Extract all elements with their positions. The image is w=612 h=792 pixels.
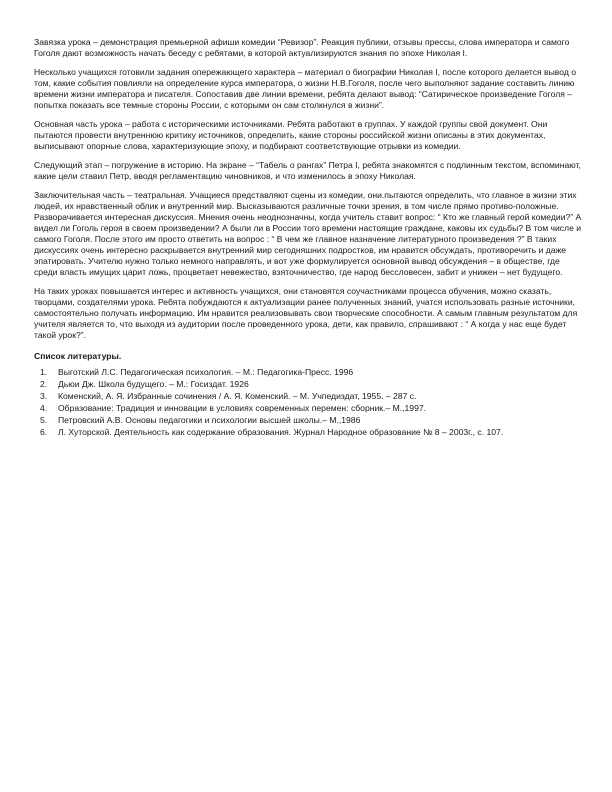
reference-number: 5. — [40, 415, 48, 425]
reference-text: Коменский, А. Я. Избранные сочинения / А. Я. Коменский. – М. Учпедиздат, 1955. – 287 с. — [58, 391, 417, 401]
reference-number: 1. — [40, 367, 48, 377]
reference-text: Л. Хуторской. Деятельность как содержание образования. Журнал Народное образование № 8 – 2003г., с. 107. — [58, 427, 504, 437]
reference-text: Выготский Л.С. Педагогическая психология. – М.: Педагогика-Пресс. 1996 — [58, 367, 354, 377]
reference-item — [34, 415, 582, 426]
paragraph-conclusion: На таких уроках повышается интерес и активность учащихся, они становятся соучастниками процесса обучения, можно сказать, творцами, создателями урока. Ребята побуждаются к актуализации ранее полученных знаний, учатся использовать разные источники, самостоятельно получать информацию. Им нравится реализовывать свои творческие способности. А самым главным результатом для учителя является то, что выходя из аудитории после проведенного урока, дети, как правило, спрашивают : “ А когда у нас еще будет такой урок?”. — [34, 286, 578, 340]
paragraph-intro: Завязка урока – демонстрация премьерной афиши комедии “Ревизор”. Реакция публики, отзывы прессы, слова императора и самого Гоголя дают возможность начать беседу с ребятами, в которой актуализируются знания по эпохе Николая I. — [34, 37, 570, 58]
reference-number: 6. — [40, 427, 48, 437]
reference-item — [34, 379, 582, 390]
reference-item — [34, 427, 582, 438]
reference-item — [34, 403, 582, 414]
references-list — [34, 367, 582, 438]
reference-number: 3. — [40, 391, 48, 401]
paragraph-main-part: Основная часть урока – работа с историческими источниками. Ребята работают в группах. У каждой группы свой документ. Они пытаются провести внутреннюю критику источников, определить, какие стороны российской жизни описаны в этих документах, выписывают опорные слова, характеризующие эпоху, и подбирают соответствующие отрывки из комедии. — [34, 119, 548, 151]
reference-item — [34, 367, 582, 378]
reference-item — [34, 391, 582, 402]
document-page — [34, 37, 582, 439]
paragraph-final-part: Заключительная часть – театральная. Учащиеся представляют сцены из комедии, они.пытаются определить, что главное в жизни этих людей, их нравственный облик и внутренний мир. Высказываются различные точки зрения, в том числе прямо противо-положные. Разворачивается интересная дискуссия. Мнения очень неоднозначны, когда учитель ставит вопрос: “ Кто же главный герой комедии?” А видел ли Гоголь героя в своем произведении? А были ли в России того времени настоящие граждане, каковы их судьбы? В том числе и самого Гоголя. После этого им просто ответить на вопрос : “ В чем же главное назначение литературного произведения ?” В таких дискуссиях очень интересно раскрывается внутренний мир сегодняшних подростков, им нравится обсуждать, противоречить и даже эпатировать. Учителю нужно только немного направлять, и вот уже формулируется основной вывод обсуждения – в обществе, где среди власть имущих царит ложь, процветает невежество, взяточничество, где народ бессловесен, забит и унижен – нет будущего. — [34, 190, 582, 277]
paragraph-advance-tasks: Несколько учащихся готовили задания опережающего характера – материал о биографии Николая I, после которого делается вывод о том, какие события повлияли на определение курса императора, о жизни Н.В.Гоголя, после чего выполняют задание составить линию времени жизни императора и писателя. Сопоставив две линии времени, ребята делают вывод: “Сатирическое произведение Гоголя – попытка показать все темные стороны России, с которыми он сам столкнулся в жизни”. — [34, 67, 577, 110]
reference-number: 2. — [40, 379, 48, 389]
reference-text: Образование: Традиция и инновации в условиях современных перемен: сборник.– М.,1997. — [58, 403, 427, 413]
reference-number: 4. — [40, 403, 48, 413]
reference-text: Дьюи Дж. Школа будущего. – М.: Госиздат. 1926 — [58, 379, 249, 389]
paragraph-next-stage: Следующий этап – погружение в историю. На экране – “Табель о рангах” Петра I, ребята знакомятся с подлинным текстом, вспоминают, какие цели ставил Петр, вводя регламентацию чиновников, и что изменилось в эпоху Николая. — [34, 160, 581, 181]
reference-text: Петровский А.В. Основы педагогики и психологии высшей школы.– М.,1986 — [58, 415, 361, 425]
references-heading: Список литературы. — [34, 351, 122, 361]
